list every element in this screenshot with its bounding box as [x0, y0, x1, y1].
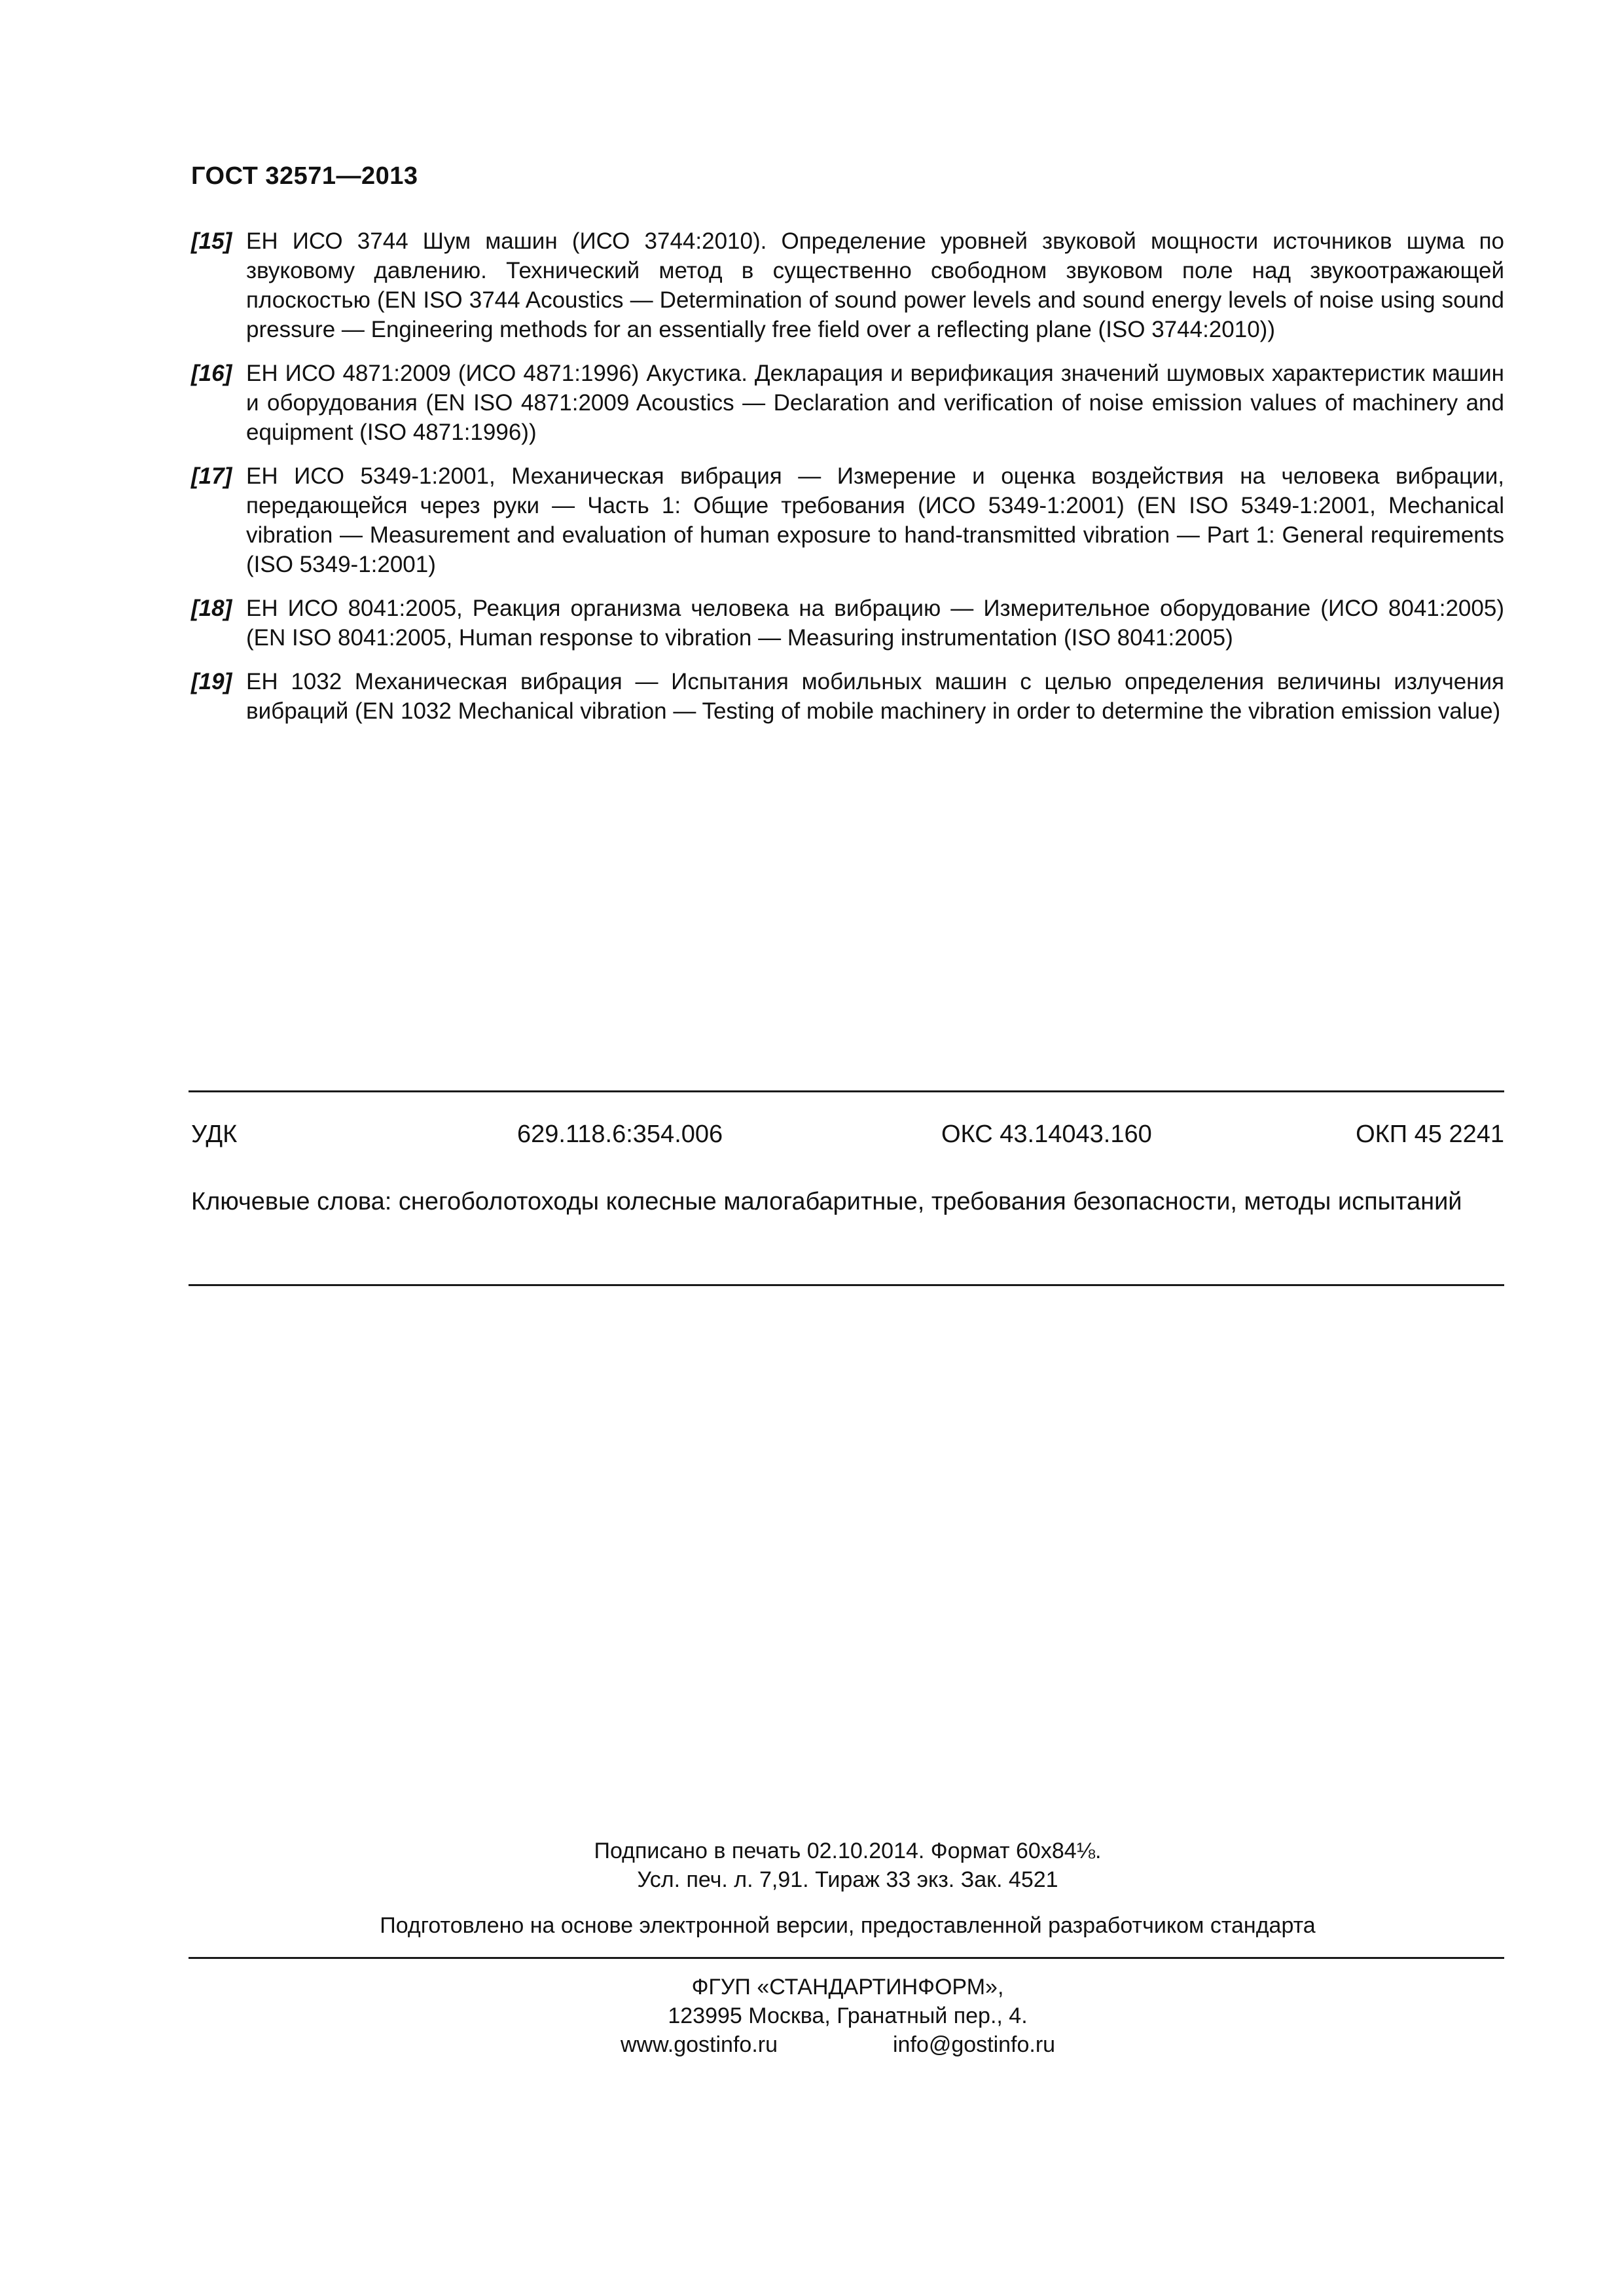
keywords: Ключевые слова: снегоболотоходы колесные малогабаритные, требования безопасности, методы испытаний: [191, 1188, 1462, 1215]
entry-number: [15]: [191, 228, 232, 254]
entry-number: [16]: [191, 361, 232, 386]
print-volume-line: Усл. печ. л. 7,91. Тираж 33 экз. Зак. 4521: [637, 1867, 1058, 1892]
bibliography-entry: [191, 226, 1504, 344]
publisher-block: [191, 1973, 1504, 2059]
classification-row: [191, 1121, 1504, 1153]
publisher-links: [191, 2030, 1504, 2059]
okp-code: ОКП 45 2241: [1356, 1121, 1504, 1148]
print-signed-line: Подписано в печать 02.10.2014. Формат 60х84⅛.: [594, 1839, 1102, 1863]
divider-top: [189, 1090, 1504, 1092]
bibliography-entry: [191, 359, 1504, 447]
publisher-address: 123995 Москва, Гранатный пер., 4.: [668, 2003, 1028, 2028]
bibliography-entry: [191, 461, 1504, 579]
entry-text: ЕН ИСО 8041:2005, Реакция организма человека на вибрацию — Измерительное оборудование (ИСО 8041:2005) (EN ISO 8041:2005, Human response to vibration — Measuring instrumentation (ISO 8041:2005): [246, 596, 1504, 651]
divider-middle: [189, 1284, 1504, 1286]
email-link[interactable]: info@gostinfo.ru: [893, 2032, 1056, 2057]
oks-code: ОКС 43.14043.160: [941, 1121, 1152, 1148]
prepared-note: Подготовлено на основе электронной версии, предоставленной разработчиком стандарта: [380, 1913, 1316, 1938]
bibliography-entry: [191, 667, 1504, 726]
udk-value: 629.118.6:354.006: [517, 1121, 723, 1148]
entry-text: ЕН 1032 Механическая вибрация — Испытания мобильных машин с целью определения величины излучения вибраций (EN 1032 Mechanical vibration — Testing of mobile machinery in order to determine the vibration emission value): [246, 669, 1504, 724]
entry-text: ЕН ИСО 4871:2009 (ИСО 4871:1996) Акустика. Декларация и верификация значений шумовых характеристик машин и оборудования (EN ISO 4871:2009 Acoustics — Declaration and verification of noise emission values of machinery and equipment (ISO 4871:1996)): [246, 361, 1504, 445]
bibliography-entry: [191, 594, 1504, 653]
entry-text: ЕН ИСО 5349-1:2001, Механическая вибрация — Измерение и оценка воздействия на человека вибрации, передающейся через руки — Часть 1: Общие требования (ИСО 5349-1:2001) (EN ISO 5349-1:2001, Mechanical vibration — Measurement and evaluation of human exposure to hand-transmitted vibration — Part 1: General requirements (ISO 5349-1:2001): [246, 463, 1504, 577]
print-details: [191, 1837, 1504, 1894]
entry-number: [19]: [191, 669, 232, 694]
udk-label: УДК: [191, 1121, 238, 1148]
entry-text: ЕН ИСО 3744 Шум машин (ИСО 3744:2010). Определение уровней звуковой мощности источников шума по звуковому давлению. Технический метод в существенно свободном звуковом поле над звукоотражающей плоскостью (EN ISO 3744 Acoustics — Determination of sound power levels and sound energy levels of noise using sound pressure — Engineering methods for an essentially free field over a reflecting plane (ISO 3744:2010)): [246, 228, 1504, 342]
publisher-name: ФГУП «СТАНДАРТИНФОРМ»,: [691, 1975, 1004, 2000]
website-link[interactable]: www.gostinfo.ru: [621, 2032, 778, 2057]
divider-bottom: [189, 1957, 1504, 1959]
document-code-header: ГОСТ 32571—2013: [191, 162, 418, 190]
entry-number: [18]: [191, 596, 232, 621]
entry-number: [17]: [191, 463, 232, 489]
bibliography-list: [191, 226, 1504, 740]
